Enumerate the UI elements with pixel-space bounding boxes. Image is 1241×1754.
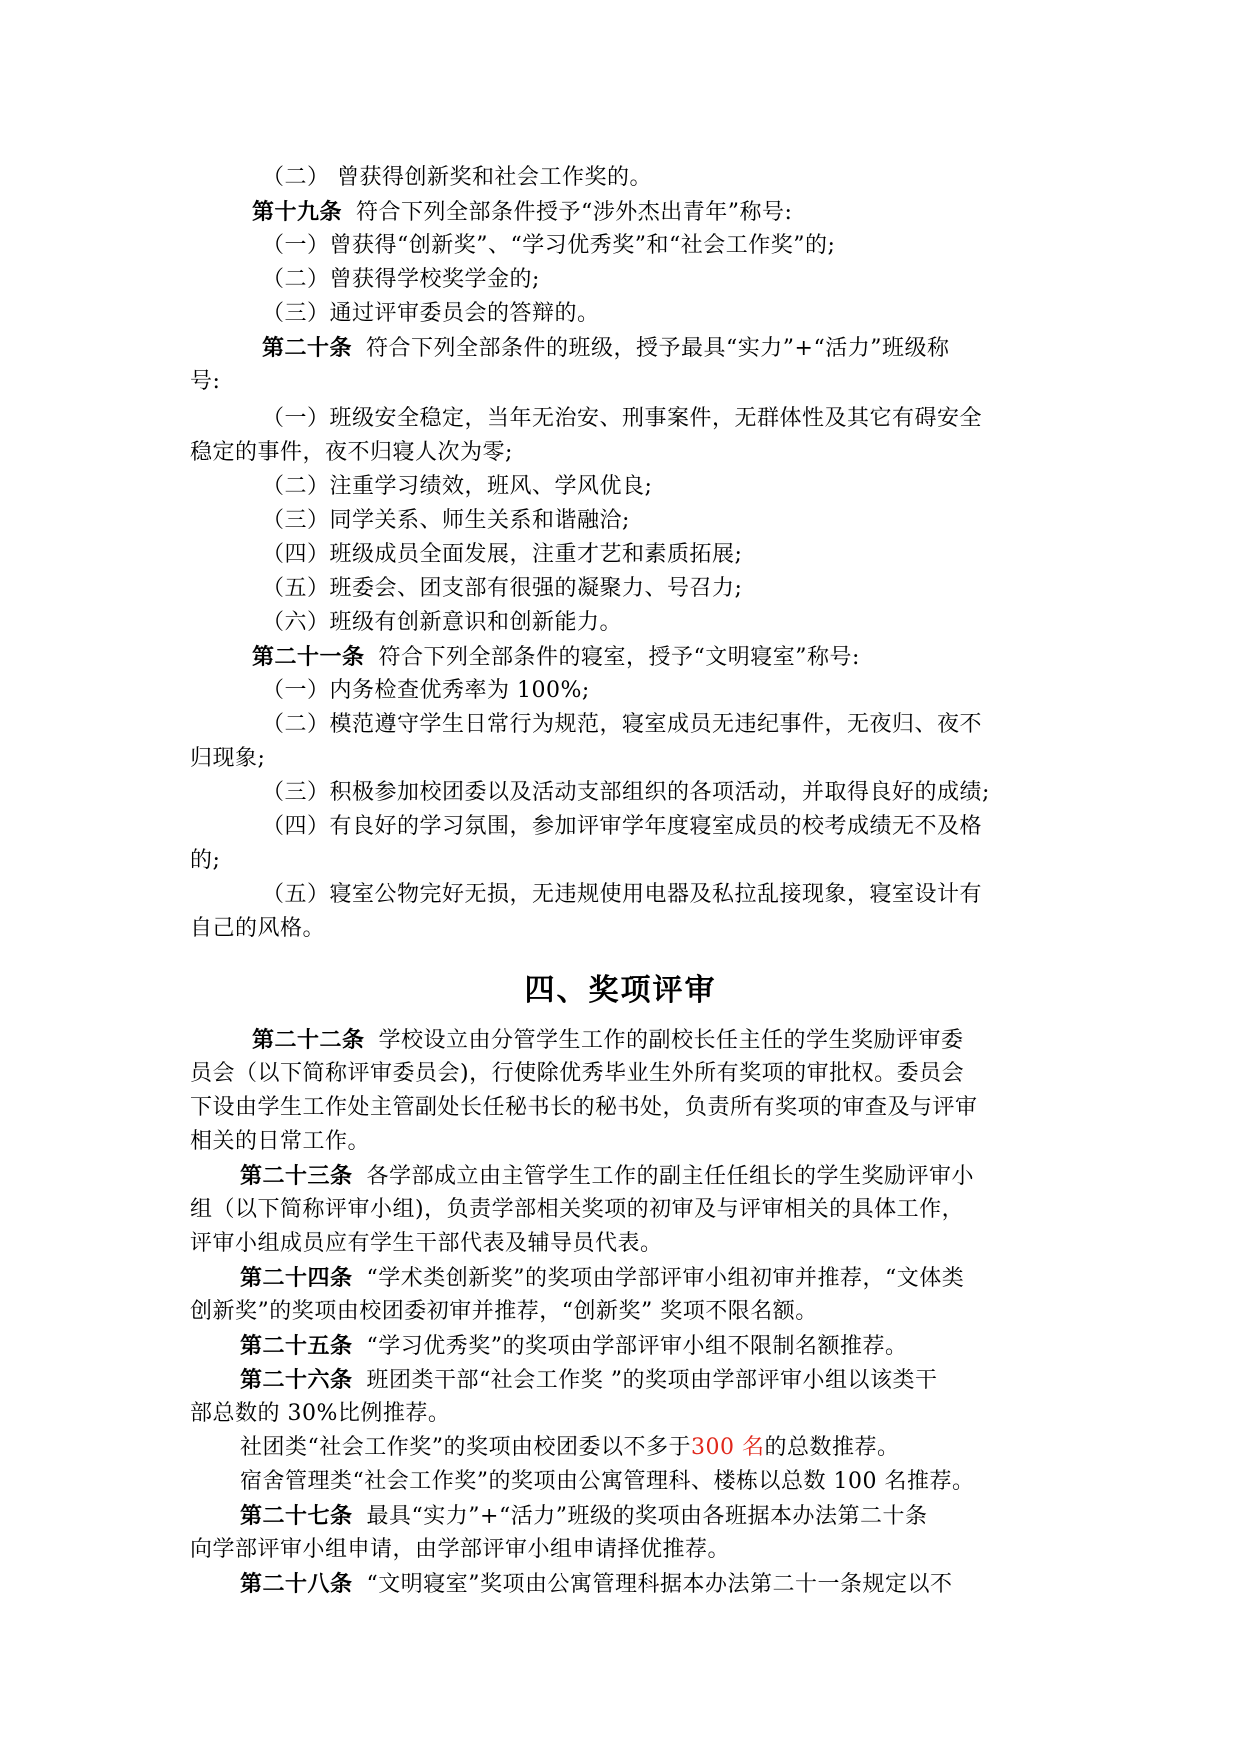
text-line: （五）寝室公物完好无损，无违规使用电器及私拉乱接现象，寝室设计有 [262, 882, 983, 907]
text-line: 稳定的事件，夜不归寝人次为零; [190, 440, 513, 465]
text-line: （二）曾获得学校奖学金的; [262, 267, 540, 292]
article-number: 第二十七条 [240, 1503, 353, 1529]
text-line: 部总数的 30%比例推荐。 [190, 1401, 451, 1426]
article-23: 第二十三条 各学部成立由主管学生工作的副主任任组长的学生奖励评审小 [240, 1163, 975, 1189]
article-26: 第二十六条 班团类干部“社会工作奖 ”的奖项由学部评审小组以该类干 [240, 1367, 938, 1393]
text-line: 员会（以下简称评审委员会)，行使除优秀毕业生外所有奖项的审批权。委员会 [190, 1061, 965, 1086]
article-number: 第二十条 [262, 335, 353, 361]
article-number: 第二十三条 [240, 1163, 353, 1189]
text-line: （二）模范遵守学生日常行为规范，寝室成员无违纪事件，无夜归、夜不 [262, 712, 983, 737]
article-number: 第十九条 [252, 199, 343, 225]
article-20: 第二十条 符合下列全部条件的班级，授予最具“实力”+“活力”班级称 [262, 335, 950, 361]
article-22: 第二十二条 学校设立由分管学生工作的副校长任主任的学生奖励评审委 [252, 1027, 964, 1053]
text-line: （三）通过评审委员会的答辩的。 [262, 301, 600, 326]
article-19: 第十九条 符合下列全部条件授予“涉外杰出青年”称号: [252, 199, 793, 225]
text-line: 号: [190, 369, 221, 394]
text-line: 组（以下简称评审小组)，负责学部相关奖项的初审及与评审相关的具体工作， [190, 1197, 965, 1222]
text-line: （五）班委会、团支部有很强的凝聚力、号召力; [262, 576, 743, 601]
text-line: （二）注重学习绩效，班风、学风优良; [262, 474, 653, 499]
text-line: 归现象; [190, 746, 266, 771]
article-21: 第二十一条 符合下列全部条件的寝室，授予“文明寝室”称号: [252, 644, 860, 670]
article-number: 第二十八条 [240, 1571, 353, 1597]
article-number: 第二十四条 [240, 1265, 353, 1291]
text-line: （一）曾获得“创新奖”、“学习优秀奖”和“社会工作奖”的; [262, 233, 836, 258]
text-line: （六）班级有创新意识和创新能力。 [262, 610, 623, 635]
text-line: （三）同学关系、师生关系和谐融洽; [262, 508, 630, 533]
text-line: （二） 曾获得创新奖和社会工作奖的。 [262, 165, 652, 190]
text-line: 自己的风格。 [190, 916, 326, 941]
article-number: 第二十六条 [240, 1367, 353, 1393]
text-line: 宿舍管理类“社会工作奖”的奖项由公寓管理科、楼栋以总数 100 名推荐。 [240, 1469, 975, 1494]
article-25: 第二十五条 “学习优秀奖”的奖项由学部评审小组不限制名额推荐。 [240, 1333, 908, 1359]
text-line: 的; [190, 848, 221, 873]
text-line: 评审小组成员应有学生干部代表及辅导员代表。 [190, 1231, 663, 1256]
text-line: 相关的日常工作。 [190, 1129, 371, 1154]
article-24: 第二十四条 “学术类创新奖”的奖项由学部评审小组初审并推荐，“文体类 [240, 1265, 965, 1291]
text-line: 下设由学生工作处主管副处长任秘书长的秘书处，负责所有奖项的审查及与评审 [190, 1095, 978, 1120]
text-line: 创新奖”的奖项由校团委初审并推荐，“创新奖” 奖项不限名额。 [190, 1299, 818, 1324]
highlighted-number: 300 名 [691, 1435, 765, 1460]
text-line: （三）积极参加校团委以及活动支部组织的各项活动，并取得良好的成绩; [262, 780, 990, 805]
text-line: （一）内务检查优秀率为 100%; [262, 678, 590, 703]
article-number: 第二十二条 [252, 1027, 365, 1053]
article-number: 第二十一条 [252, 644, 365, 670]
text-line: （四）班级成员全面发展，注重才艺和素质拓展; [262, 542, 743, 567]
text-line: （四）有良好的学习氛围，参加评审学年度寝室成员的校考成绩无不及格 [262, 814, 983, 839]
text-line: （一）班级安全稳定，当年无治安、刑事案件，无群体性及其它有碍安全 [262, 406, 983, 431]
article-number: 第二十五条 [240, 1333, 353, 1359]
text-line: 向学部评审小组申请，由学部评审小组申请择优推荐。 [190, 1537, 731, 1562]
article-28: 第二十八条 “文明寝室”奖项由公寓管理科据本办法第二十一条规定以不 [240, 1571, 953, 1597]
text-line: 社团类“社会工作奖”的奖项由校团委以不多于300 名的总数推荐。 [240, 1435, 900, 1460]
section-heading: 四、奖项评审 [524, 973, 717, 1008]
article-27: 第二十七条 最具“实力”+“活力”班级的奖项由各班据本办法第二十条 [240, 1503, 928, 1529]
